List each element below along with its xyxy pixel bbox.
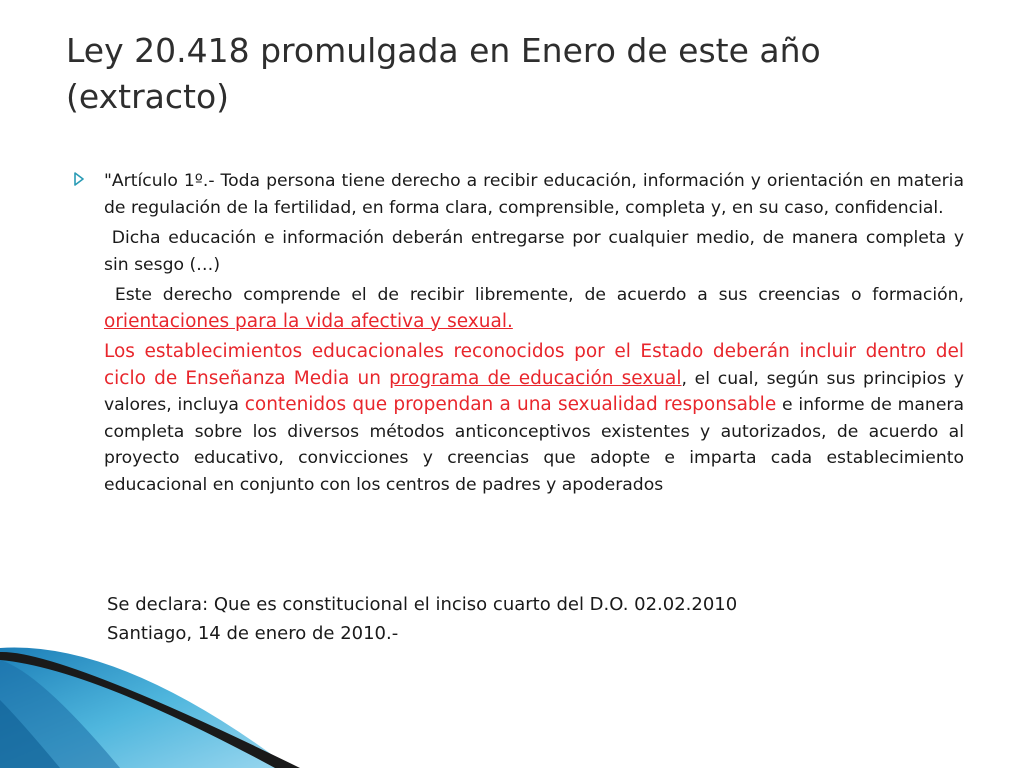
triangle-bullet-icon (74, 172, 84, 186)
article-paragraph-3: Este derecho comprende el de recibir libremente, de acuerdo a sus creencias o formación, orientaciones para la vida afectiva y sexual. (104, 285, 965, 332)
article-paragraph-1: "Artículo 1º.- Toda persona tiene derecho a recibir educación, información y orientación en materia de regulación de la fertilidad, en forma clara, comprensible, completa y, en su caso, confidencial. (104, 171, 964, 218)
highlight-contenidos: contenidos que propendan a una sexualidad responsable (244, 394, 777, 415)
article-paragraph-2: Dicha educación e información deberán entregarse por cualquier medio, de manera completa y sin sesgo (…) (104, 228, 964, 275)
highlight-establecimientos: Los establecimientos educacionales reconocidos por el Estado deberán incluir dentro del ciclo de Enseñanza Media un (104, 341, 964, 389)
highlight-orientaciones: orientaciones para la vida afectiva y sexual. (104, 310, 513, 332)
article-paragraph-4: Los establecimientos educacionales reconocidos por el Estado deberán incluir dentro del ciclo de Enseñanza Media un programa de educación sexual, el cual, según sus principios y valores, incluya contenidos que propendan a una sexualidad responsable e informe de manera completa sobre los diversos métodos anticonceptivos existentes y autorizados, de acuerdo al proyecto educativo, convicciones y creencias que adopte e imparta cada establecimiento educacional en conjunto con los centros de padres y apoderados (104, 341, 964, 495)
slide-title: Ley 20.418 promulgada en Enero de este año (extracto) (66, 31, 821, 116)
highlight-programa: programa de educación sexual (389, 367, 682, 389)
declaration-line: Se declara: Que es constitucional el inciso cuarto del D.O. 02.02.2010 (107, 594, 738, 615)
date-line: Santiago, 14 de enero de 2010.- (107, 623, 399, 644)
slide-body (104, 168, 964, 502)
